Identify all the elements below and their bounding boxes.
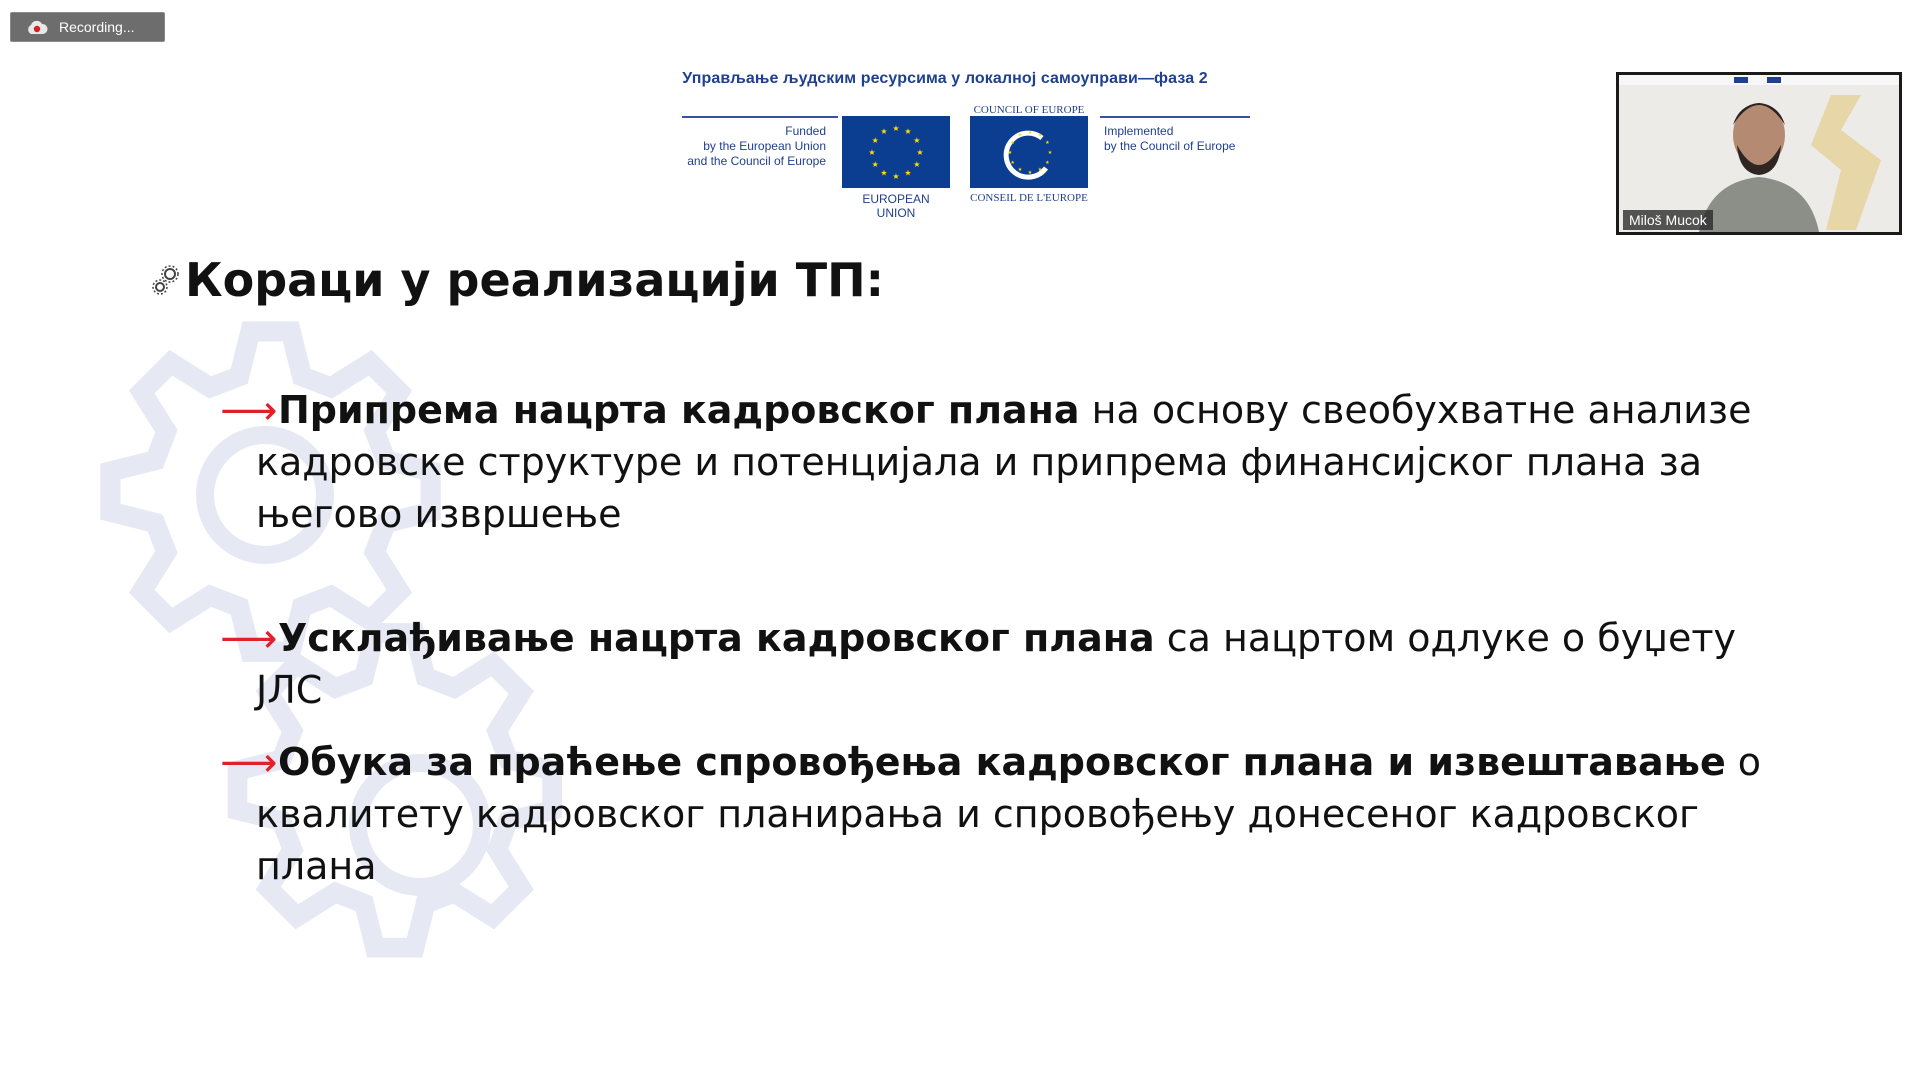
star-icon: ★ bbox=[1037, 132, 1043, 139]
council-of-europe-logo bbox=[970, 116, 1088, 188]
star-icon: ★ bbox=[913, 135, 921, 145]
recording-indicator[interactable] bbox=[10, 12, 165, 42]
gears-bullet-icon bbox=[152, 265, 180, 297]
arrow-bullet-icon: ⟶ bbox=[220, 388, 278, 434]
project-title: Управљање људским ресурсима у локалној самоуправи—фаза 2 bbox=[682, 70, 1208, 87]
star-icon: ★ bbox=[1007, 149, 1013, 156]
header-divider-left bbox=[682, 116, 838, 118]
implemented-by-text: Implemented by the Council of Europe bbox=[1104, 124, 1236, 153]
star-icon: ★ bbox=[1047, 149, 1053, 156]
star-icon: ★ bbox=[1010, 139, 1015, 146]
star-icon: ★ bbox=[868, 147, 876, 157]
star-icon: ★ bbox=[1045, 139, 1050, 146]
star-icon: ★ bbox=[880, 127, 888, 137]
star-icon: ★ bbox=[1027, 169, 1033, 176]
coe-caption-top: COUNCIL OF EUROPE bbox=[973, 104, 1085, 116]
eu-flag-logo bbox=[842, 116, 950, 188]
arrow-bullet-icon: ⟶ bbox=[220, 616, 278, 662]
star-icon: ★ bbox=[904, 127, 912, 137]
funded-by-text: Funded by the European Union and the Council of Europe bbox=[687, 124, 826, 168]
star-icon: ★ bbox=[871, 135, 879, 145]
slide-item-2 bbox=[256, 612, 1786, 716]
eu-caption: EUROPEAN UNION bbox=[862, 192, 930, 220]
webcam-video-frame bbox=[1619, 75, 1899, 232]
star-icon: ★ bbox=[1010, 159, 1015, 166]
star-icon: ★ bbox=[1045, 159, 1050, 166]
arrow-bullet-icon: ⟶ bbox=[220, 740, 278, 786]
star-icon: ★ bbox=[892, 171, 900, 181]
slide-item-2-bold: Усклађивање нацрта кадровског плана bbox=[278, 616, 1155, 660]
slide-item-2-text: са нацртом одлуке о буџету ЈЛС bbox=[256, 616, 1737, 712]
star-icon: ★ bbox=[904, 168, 912, 178]
slide-item-3-bold: Обука за праћење спровођења кадровског плана и извештавање bbox=[278, 740, 1726, 784]
star-icon: ★ bbox=[1037, 167, 1043, 174]
star-icon: ★ bbox=[880, 168, 888, 178]
star-icon: ★ bbox=[892, 123, 900, 133]
slide-item-3-text: о квалитету кадровског планирања и спровођењу донесеног кадровског плана bbox=[256, 740, 1762, 888]
star-icon: ★ bbox=[871, 159, 879, 169]
coe-caption-bottom: CONSEIL DE L'EUROPE bbox=[970, 192, 1088, 204]
webcam-video-tile[interactable] bbox=[1616, 72, 1902, 235]
slide-item-1-bold: Припрема нацрта кадровског плана bbox=[278, 388, 1080, 432]
slide-heading: Кораци у реализацији ТП: bbox=[185, 253, 884, 307]
star-icon: ★ bbox=[1017, 167, 1023, 174]
star-icon: ★ bbox=[1027, 129, 1033, 136]
slide-item-3 bbox=[256, 736, 1786, 892]
slide-item-1 bbox=[256, 384, 1786, 540]
recording-label: Recording... bbox=[59, 19, 135, 35]
slide-item-1-text: на основу свеобухватне анализе кадровске структуре и потенцијала и припрема финансијског плана за његово извршење bbox=[256, 388, 1752, 536]
star-icon: ★ bbox=[916, 147, 924, 157]
star-icon: ★ bbox=[1017, 132, 1023, 139]
recording-cloud-icon bbox=[25, 20, 49, 35]
header-divider-right bbox=[1100, 116, 1250, 118]
star-icon: ★ bbox=[913, 159, 921, 169]
participant-name-label: Miloš Mucok bbox=[1623, 210, 1713, 230]
